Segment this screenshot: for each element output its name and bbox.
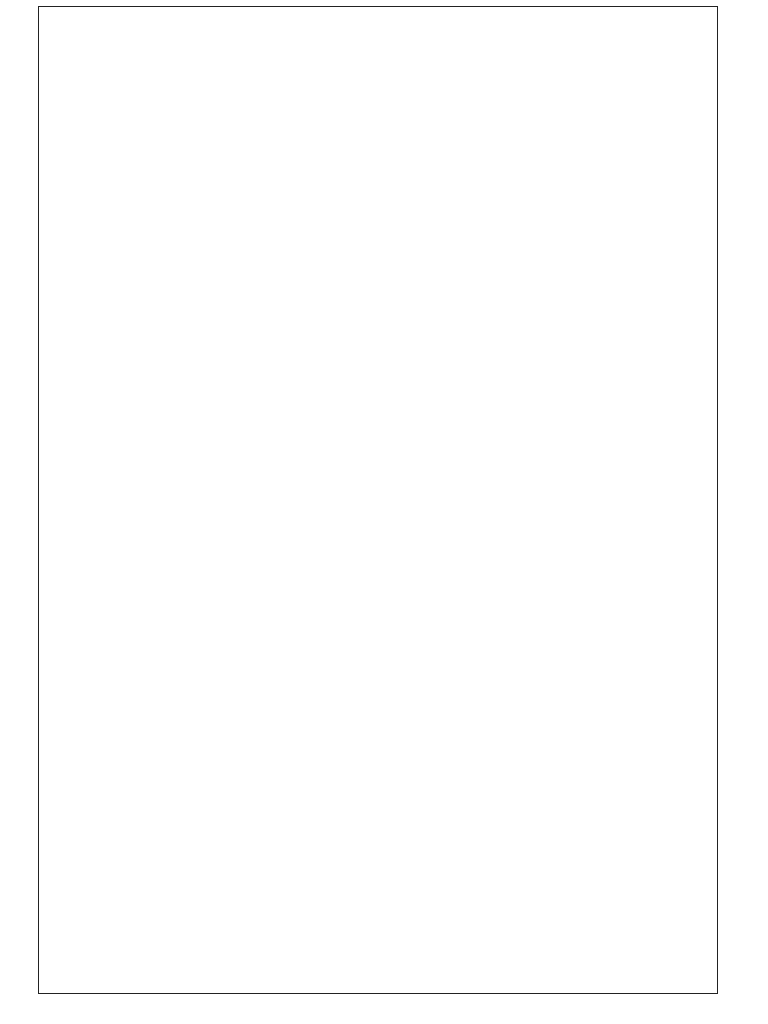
fighter-card-sheet — [38, 6, 718, 994]
